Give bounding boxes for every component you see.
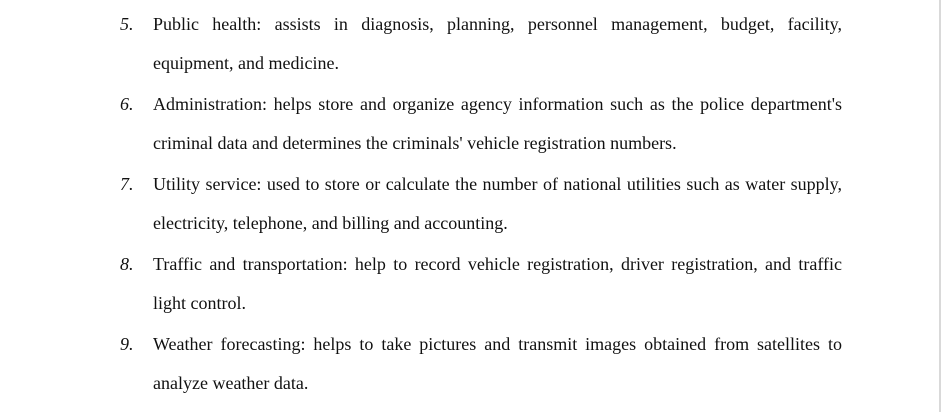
list-item [120, 245, 842, 323]
list-item [120, 5, 842, 83]
list-number: 6. [120, 94, 134, 114]
list-item-text: Public health: assists in diagnosis, planning, personnel management, budget, facility, equipment, and medicine. [153, 14, 842, 73]
list-number: 9. [120, 334, 134, 354]
list-item-text: Utility service: used to store or calculate the number of national utilities such as water supply, electricity, telephone, and billing and accounting. [153, 174, 842, 233]
list-item-text: Traffic and transportation: help to record vehicle registration, driver registration, and traffic light control. [153, 254, 842, 313]
list-number: 5. [120, 14, 134, 34]
list-number: 8. [120, 254, 134, 274]
list-number: 7. [120, 174, 134, 194]
list-item [120, 165, 842, 243]
list-item [120, 325, 842, 403]
numbered-list [120, 5, 842, 405]
list-item [120, 85, 842, 163]
list-item-text: Administration: helps store and organize agency information such as the police department's criminal data and determines the criminals' vehicle registration numbers. [153, 94, 842, 153]
list-item-text: Weather forecasting: helps to take pictures and transmit images obtained from satellites to analyze weather data. [153, 334, 842, 393]
